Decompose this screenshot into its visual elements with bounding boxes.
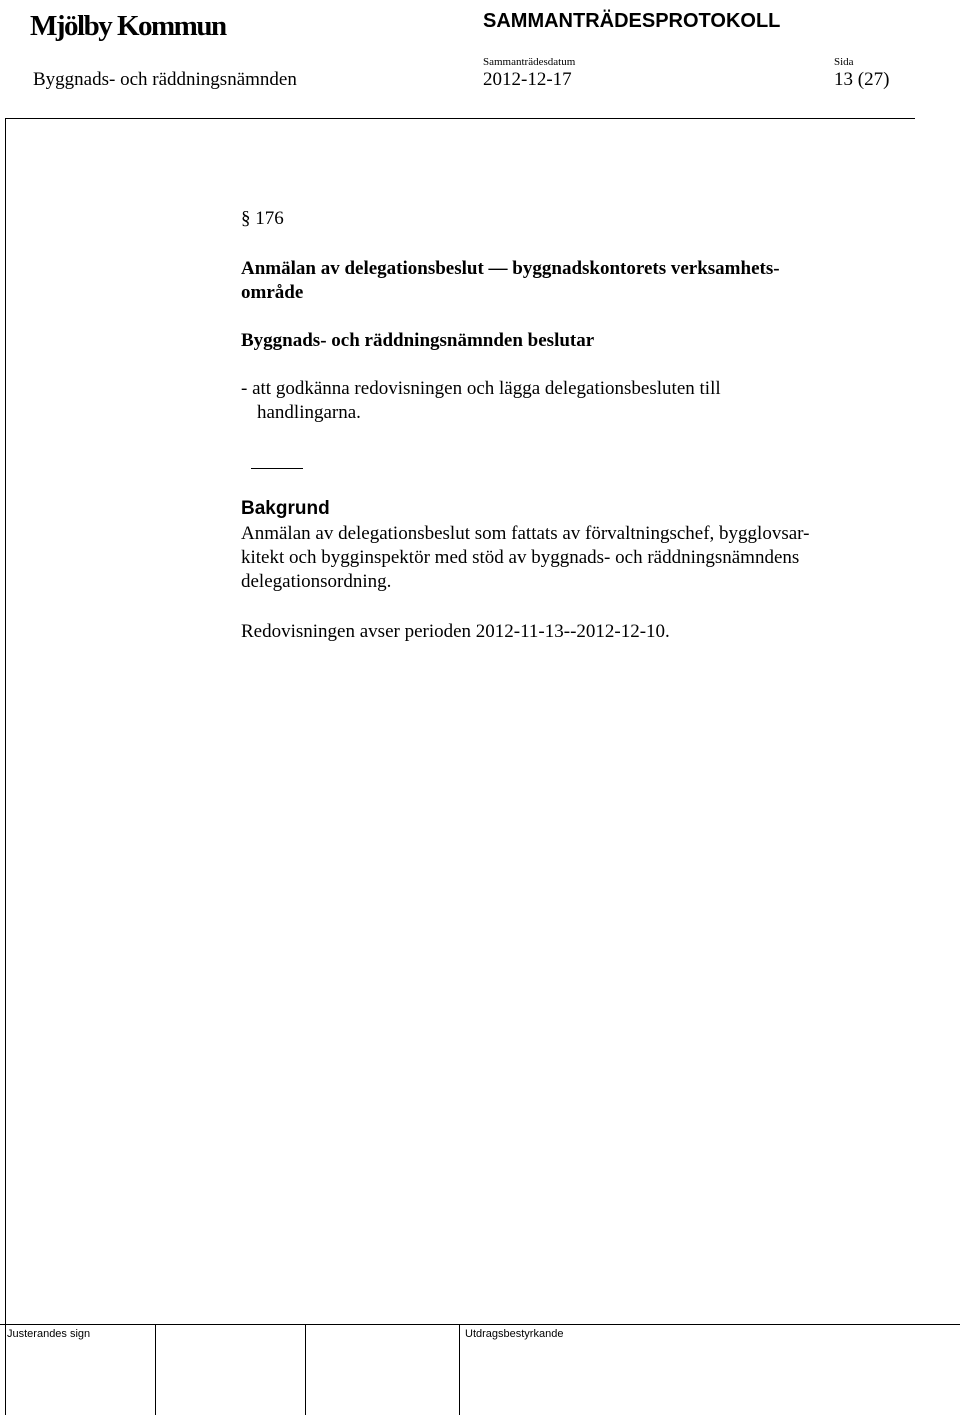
background-line-1: Anmälan av delegationsbeslut som fattats av förvaltningschef, bygglovsar- [241, 523, 810, 544]
signature-box-divider-3 [459, 1324, 460, 1415]
separator-rule [251, 468, 303, 469]
decision-line-2: handlingarna. [257, 402, 361, 423]
decision-heading: Byggnads- och räddningsnämnden beslutar [241, 330, 595, 351]
signature-box-divider-1 [155, 1324, 156, 1415]
decision-line-1: - att godkänna redovisningen och lägga delegationsbesluten till [241, 378, 721, 399]
section-title-line-1: Anmälan av delegationsbeslut — byggnadskontorets verksamhets- [241, 258, 780, 279]
footer-divider [0, 1324, 960, 1325]
date-label: Sammanträdesdatum [483, 56, 576, 68]
signature-box-divider-2 [305, 1324, 306, 1415]
page-label: Sida [834, 56, 854, 68]
committee-name: Byggnads- och räddningsnämnden [33, 69, 297, 90]
background-line-2: kitekt och bygginspektör med stöd av byggnads- och räddningsnämndens [241, 547, 800, 568]
section-title-line-2: område [241, 282, 304, 303]
meeting-date: 2012-12-17 [483, 69, 572, 90]
period-text: Redovisningen avser perioden 2012-11-13--2012-12-10. [241, 621, 670, 642]
background-line-3: delegationsordning. [241, 571, 392, 592]
page-number: 13 (27) [834, 69, 890, 90]
organization-name: Mjölby Kommun [30, 10, 226, 42]
section-number: § 176 [241, 208, 284, 229]
utdragsbestyrkande-label: Utdragsbestyrkande [465, 1328, 564, 1340]
document-type: SAMMANTRÄDESPROTOKOLL [483, 10, 781, 32]
background-heading: Bakgrund [241, 498, 330, 519]
justerandes-sign-label: Justerandes sign [7, 1328, 91, 1340]
left-margin-line [5, 118, 6, 1415]
header-divider [6, 118, 915, 119]
